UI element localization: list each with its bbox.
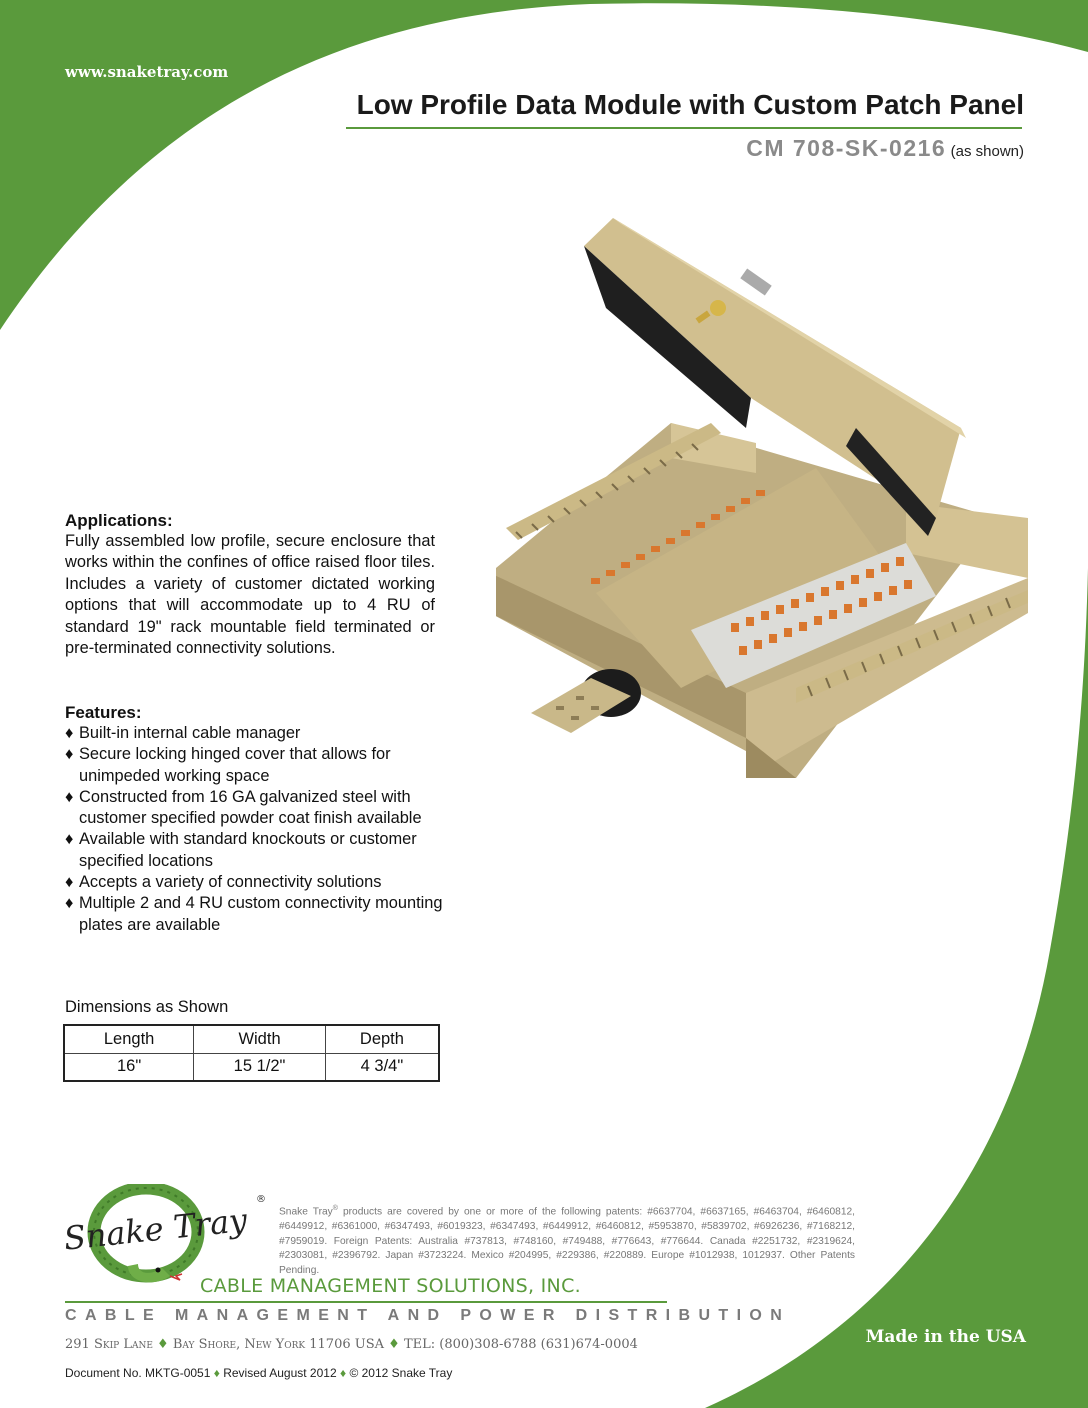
address-phone: TEL: (800)308-6788 (631)674-0004	[403, 1337, 638, 1352]
bullet-icon: ♦	[65, 894, 74, 913]
dimensions-table	[63, 1024, 440, 1082]
feature-item: ♦ Secure locking hinged cover that allows for unimpeded working space	[65, 745, 391, 785]
website-url[interactable]: www.snaketray.com	[65, 63, 229, 81]
features-section	[65, 703, 445, 936]
bullet-icon: ♦	[65, 830, 74, 849]
feature-item: ♦ Constructed from 16 GA galvanized steel with customer specified powder coat finish available	[65, 787, 422, 828]
page-title: Low Profile Data Module with Custom Patch Panel	[356, 89, 1024, 120]
bullet-icon: ♦	[65, 787, 74, 806]
lock-icon	[710, 300, 726, 316]
feature-item: ♦ Available with standard knockouts or customer specified locations	[65, 830, 417, 870]
document-revised: Revised August 2012	[223, 1366, 337, 1380]
table-row	[64, 1053, 439, 1081]
features-heading: Features:	[65, 703, 142, 722]
company-divider	[65, 1301, 667, 1303]
model-number	[746, 135, 1024, 162]
features-list	[65, 723, 445, 936]
dimensions-label: Dimensions as Shown	[65, 998, 229, 1016]
bullet-icon: ♦	[65, 724, 74, 742]
header-length: Length	[64, 1025, 194, 1053]
header-depth: Depth	[325, 1025, 439, 1053]
bullet-icon: ♦	[65, 873, 74, 892]
product-image	[496, 218, 1036, 778]
document-info: Document No. MKTG-0051 ♦ Revised August 2012 ♦ © 2012 Snake Tray	[65, 1366, 453, 1380]
applications-heading: Applications:	[65, 511, 173, 530]
address-street: 291 Skip Lane	[65, 1337, 153, 1352]
value-depth: 4 3/4"	[325, 1053, 439, 1081]
value-length: 16"	[64, 1053, 194, 1081]
feature-item: ♦ Multiple 2 and 4 RU custom connectivity mounting plates are available	[65, 894, 443, 934]
model-code: CM 708-SK-0216	[746, 135, 947, 161]
svg-text:®: ®	[256, 1194, 266, 1205]
value-width: 15 1/2"	[194, 1053, 326, 1081]
feature-item: ♦ Built-in internal cable manager	[65, 723, 445, 744]
table-header-row	[64, 1025, 439, 1053]
address-city: Bay Shore, New York 11706 USA	[172, 1337, 385, 1352]
document-copyright: © 2012 Snake Tray	[349, 1366, 453, 1380]
company-address: 291 Skip Lane ♦ Bay Shore, New York 11706 USA ♦ TEL: (800)308-6788 (631)674-0004	[65, 1337, 638, 1352]
document-number: Document No. MKTG-0051	[65, 1366, 211, 1380]
company-tagline: CABLE MANAGEMENT AND POWER DISTRIBUTION	[65, 1307, 791, 1324]
bullet-icon: ♦	[65, 745, 74, 764]
patents-notice: Snake Tray® products are covered by one or more of the following patents: #6637704, #6637165, #6463704, #6460812, #6449912, #6361000, #6347493, #6019323, #6347493, #6449912, #6460812, #5953870, #5839702, #6926236, #7168212, #7959019. Foreign Patents: Australia #737813, #748160, #749488, #776643, #776644. Canada #2251732, #2319624, #2303081, #2396792. Japan #3723224. Mexico #204995, #229386, #220889. Europe #1012938, 1012937. Other Patents Pending.	[279, 1205, 856, 1276]
made-in-usa: Made in the USA	[865, 1327, 1026, 1347]
title-divider	[346, 127, 1022, 129]
feature-item: ♦ Accepts a variety of connectivity solutions	[65, 872, 445, 893]
applications-section	[65, 511, 435, 659]
svg-text:Snake Tray: Snake Tray	[62, 1200, 249, 1258]
company-name: CABLE MANAGEMENT SOLUTIONS, INC.	[200, 1275, 581, 1297]
model-note: (as shown)	[950, 143, 1024, 160]
header-width: Width	[194, 1025, 326, 1053]
applications-text: Fully assembled low profile, secure enclosure that works within the confines of office raised floor tiles. Includes a variety of customer dictated working options that will accommodate up to 4 RU of standard 19" rack mountable field terminated or pre-terminated connectivity solutions.	[65, 532, 435, 658]
